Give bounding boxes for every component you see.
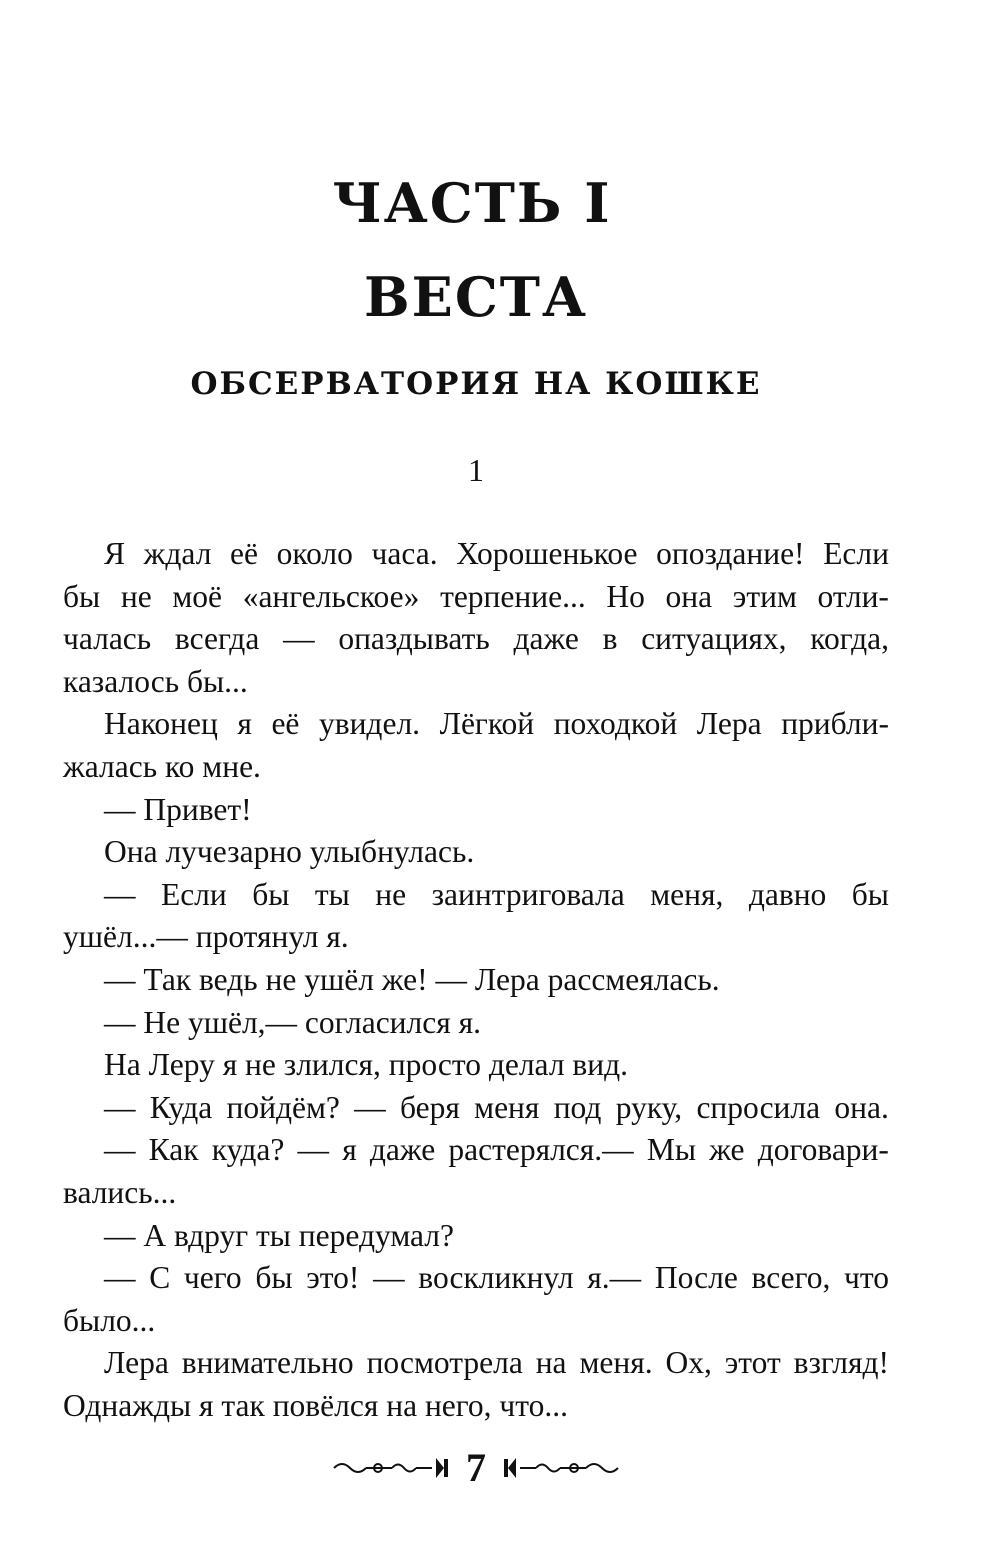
text-line: Я ждал её около часа. Хорошенькое опоздание! Если (104, 536, 889, 571)
text-line: — Не ушёл,— согласился я. (104, 1004, 481, 1040)
ornament-left-icon (332, 1455, 452, 1481)
part-title: ЧАСТЬ I (332, 171, 612, 235)
part-name: ВЕСТА (364, 265, 588, 329)
text-line: — С чего бы это! — воскликнул я.— После всего, что (104, 1260, 889, 1296)
text-line: казалось бы... (63, 663, 248, 699)
page-footer (0, 1440, 952, 1496)
text-line: — Привет! (104, 791, 252, 827)
text-line: — А вдруг ты передумал? (104, 1217, 454, 1253)
text-line: На Леру я не злился, просто делал вид. (104, 1047, 629, 1083)
section-number: 1 (468, 452, 484, 488)
ornament-right-icon (500, 1455, 620, 1481)
text-line: Лера внимательно посмотрела на меня. Ох, этот взгляд! (104, 1345, 889, 1381)
text-line: вались... (63, 1174, 177, 1210)
body-text (63, 533, 889, 1427)
text-line: — Как куда? — я даже растерялся.— Мы же договари- (104, 1132, 889, 1168)
text-line: Однажды я так повёлся на него, что... (63, 1387, 568, 1423)
text-line: Наконец я её увидел. Лёгкой походкой Лера прибли- (104, 706, 889, 742)
chapter-title: ОБСЕРВАТОРИЯ НА КОШКЕ (190, 366, 762, 402)
text-line: бы не моё «ангельское» терпение... Но она этим отли- (63, 578, 889, 614)
text-line: — Куда пойдём? — беря меня под руку, спросила она. (104, 1089, 889, 1125)
text-line: Она лучезарно улыбнулась. (104, 834, 475, 870)
text-line: чалась всегда — опаздывать даже в ситуациях, когда, (63, 621, 889, 657)
text-line: ушёл...— протянул я. (63, 919, 349, 955)
text-line: было... (63, 1302, 156, 1338)
text-line: — Так ведь не ушёл же! — Лера рассмеялась. (104, 961, 720, 997)
page-number: 7 (466, 1445, 486, 1490)
text-line: жалась ко мне. (63, 748, 261, 784)
text-line: — Если бы ты не заинтриговала меня, давно бы (104, 876, 889, 912)
